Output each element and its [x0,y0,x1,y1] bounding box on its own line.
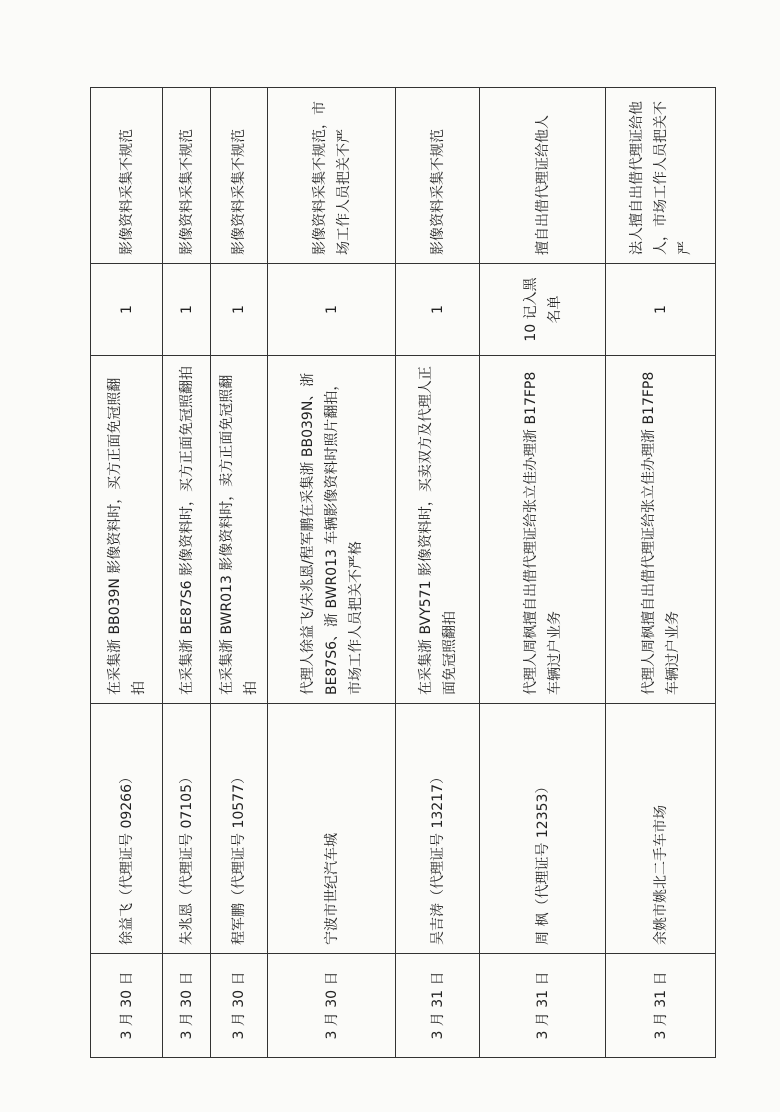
name-cell: 徐益飞（代理证号 09266） [91,704,163,954]
name-cell: 宁波市世纪汽车城 [268,704,396,954]
name-cell: 周 枫（代理证号 12353） [480,704,606,954]
count-cell: 1 [396,264,480,356]
name-cell: 程军鹏（代理证号 10577） [211,704,268,954]
date-cell: 3 月 30 日 [91,954,163,1058]
table-row [91,88,163,1058]
count-cell: 1 [91,264,163,356]
count-cell: 10 记入黑名单 [480,264,606,356]
name-cell: 吴吉涛（代理证号 13217） [396,704,480,954]
table-row [480,88,606,1058]
name-cell: 朱兆恩（代理证号 07105） [163,704,211,954]
reason-cell: 法人擅自出借代理证给他人，市场工作人员把关不严 [606,88,716,264]
event-cell: 在采集浙 BVY571 影像资料时，买卖双方及代理人正面免冠照翻拍 [396,356,480,704]
event-cell: 代理人徐益飞/朱兆恩/程军鹏在采集浙 BB039N、浙 BE87S6、浙 BWR013 车辆影像资料时照片翻拍，市场工作人员把关不严格 [268,356,396,704]
event-cell: 在采集浙 BE87S6 影像资料时，买方正面免冠照翻拍 [163,356,211,704]
reason-cell: 影像资料采集不规范 [163,88,211,264]
count-cell: 1 [163,264,211,356]
event-cell: 在采集浙 BWR013 影像资料时，卖方正面免冠照翻拍 [211,356,268,704]
table-row [268,88,396,1058]
reason-cell: 影像资料采集不规范 [91,88,163,264]
table-row [396,88,480,1058]
violation-table [90,87,716,1058]
date-cell: 3 月 30 日 [268,954,396,1058]
count-cell: 1 [606,264,716,356]
table-row [211,88,268,1058]
date-cell: 3 月 31 日 [480,954,606,1058]
table-row [163,88,211,1058]
reason-cell: 影像资料采集不规范 [396,88,480,264]
date-cell: 3 月 31 日 [396,954,480,1058]
reason-cell: 影像资料采集不规范，市场工作人员把关不严 [268,88,396,264]
date-cell: 3 月 30 日 [163,954,211,1058]
rotated-table-wrapper [90,88,706,1058]
table-row [606,88,716,1058]
count-cell: 1 [211,264,268,356]
reason-cell: 擅自出借代理证给他人 [480,88,606,264]
event-cell: 在采集浙 BB039N 影像资料时，买方正面免冠照翻拍 [91,356,163,704]
event-cell: 代理人周枫擅自出借代理证给张立佳办理浙 B17FP8 车辆过户业务 [606,356,716,704]
event-cell: 代理人周枫擅自出借代理证给张立佳办理浙 B17FP8 车辆过户业务 [480,356,606,704]
date-cell: 3 月 30 日 [211,954,268,1058]
reason-cell: 影像资料采集不规范 [211,88,268,264]
name-cell: 余姚市姚北二手车市场 [606,704,716,954]
date-cell: 3 月 31 日 [606,954,716,1058]
count-cell: 1 [268,264,396,356]
